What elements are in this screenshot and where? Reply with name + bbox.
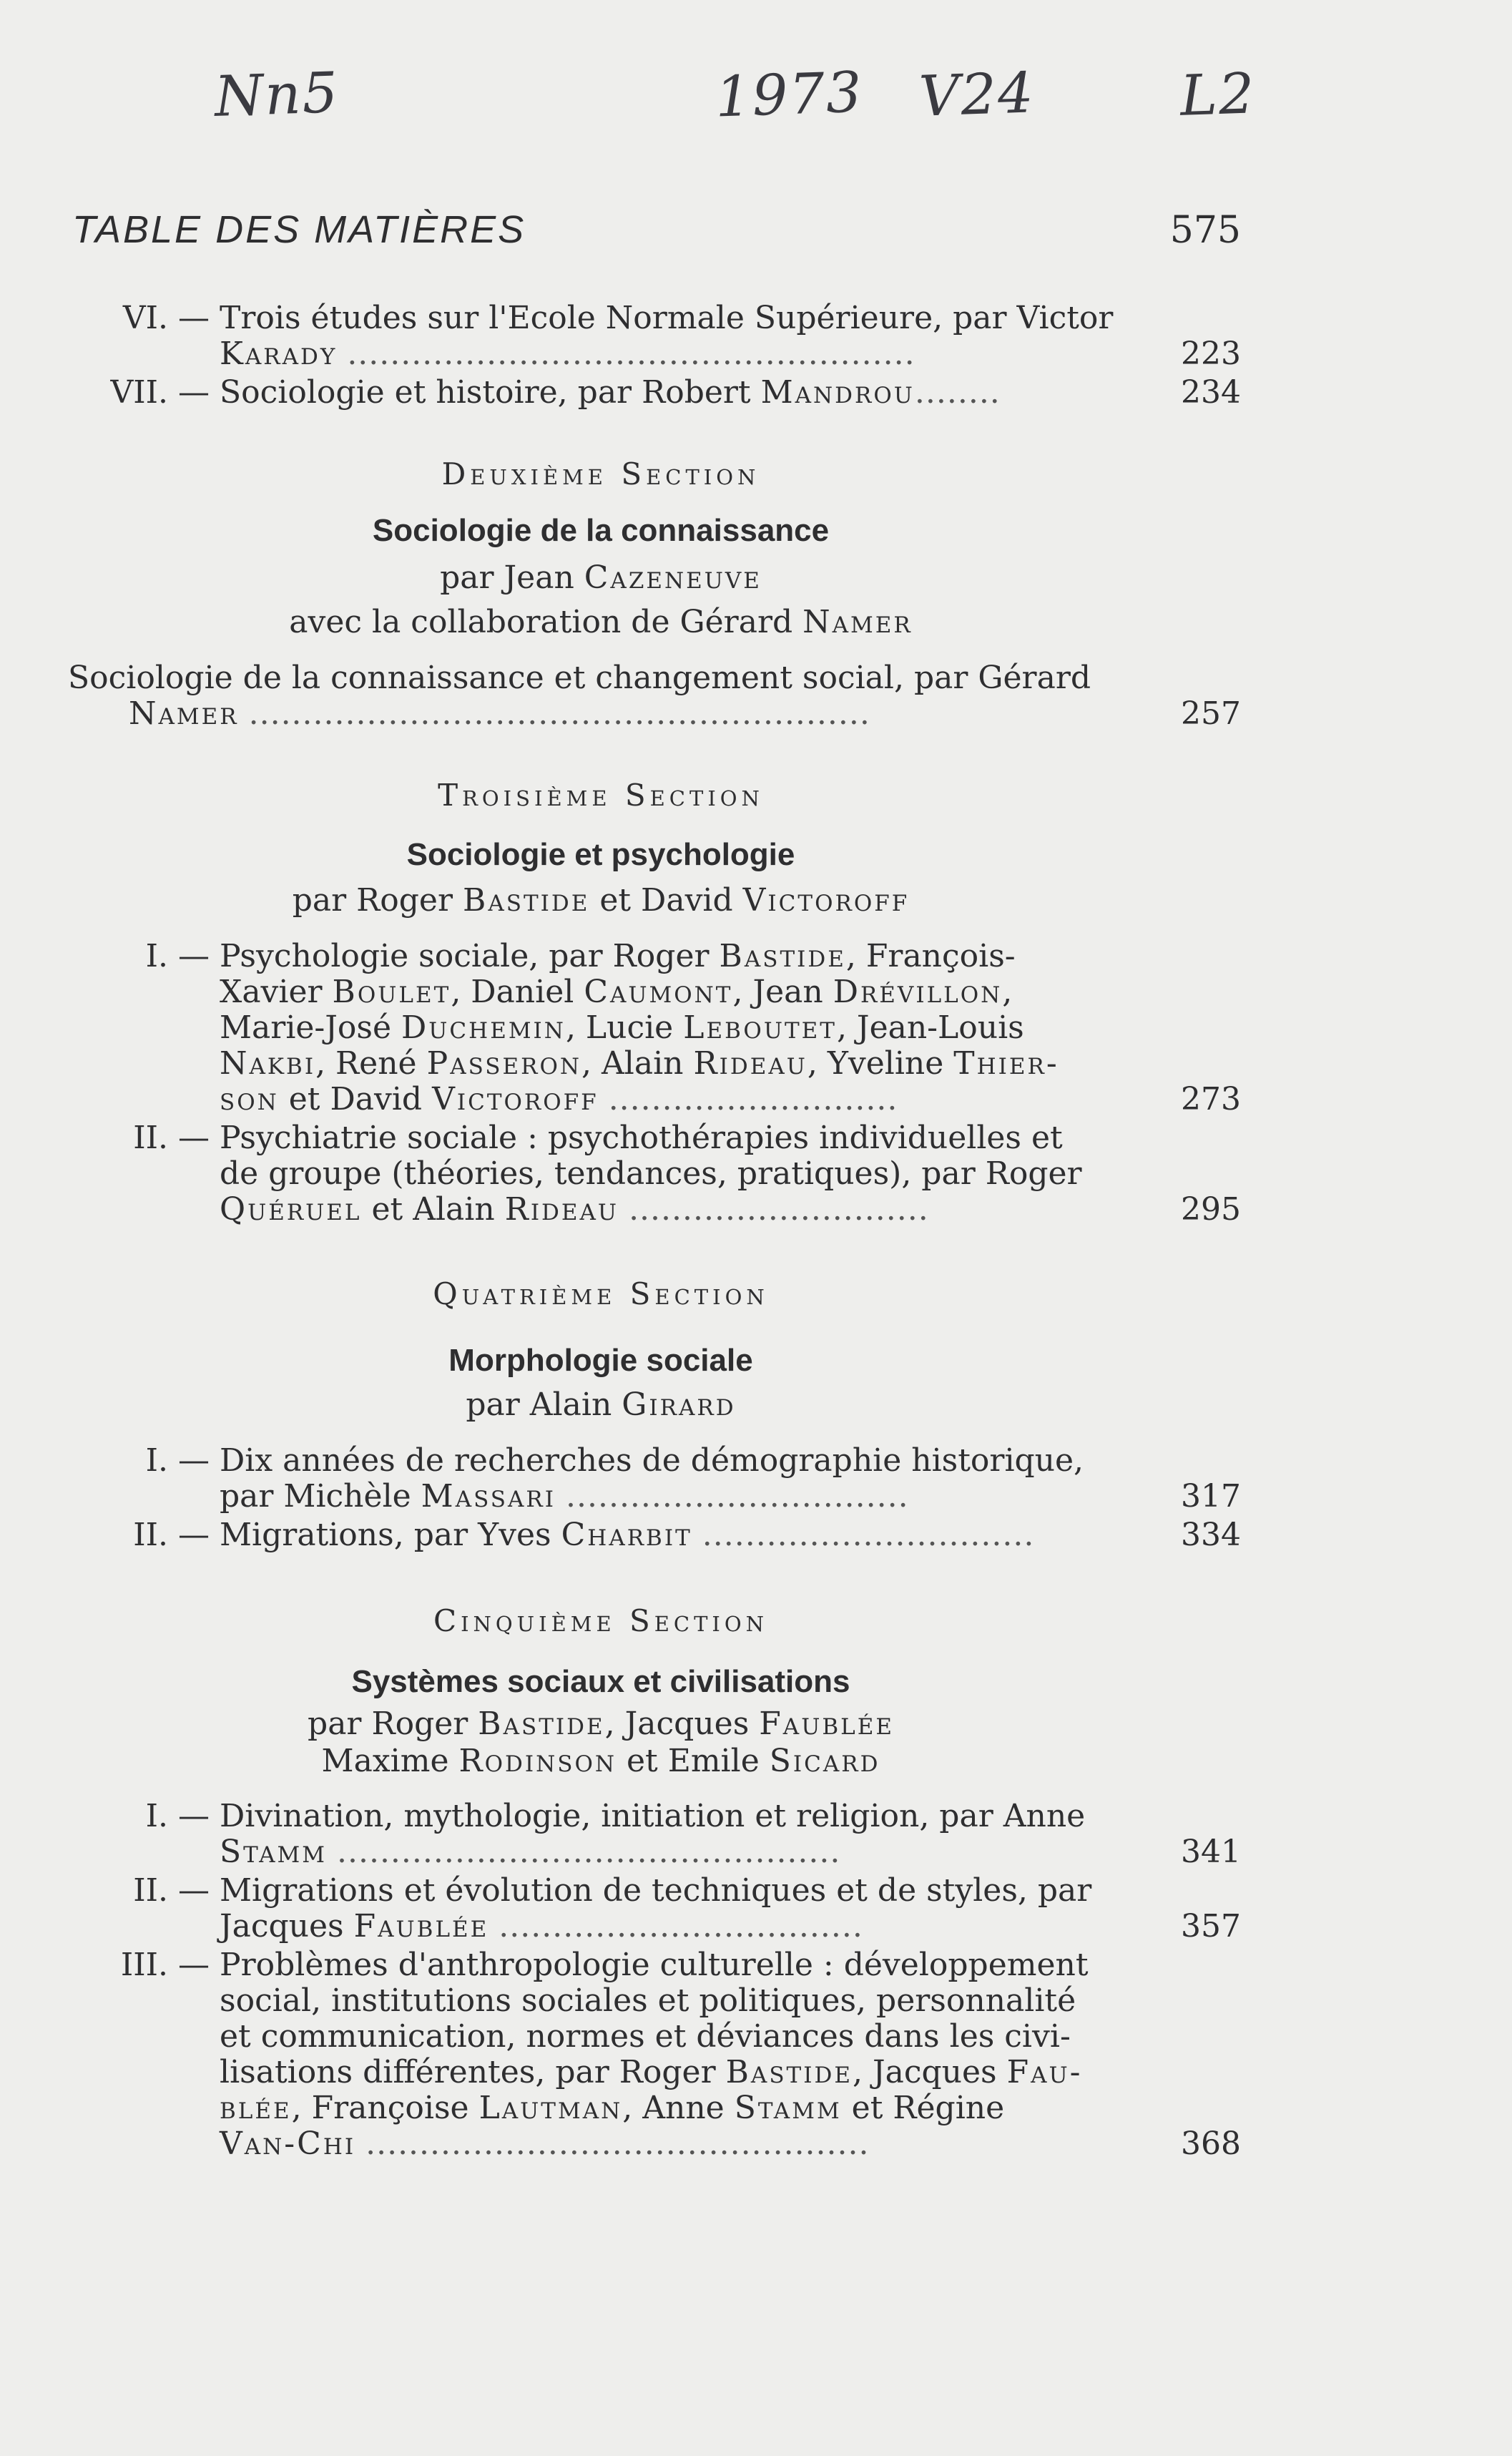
handwritten-note-2: 1973	[714, 60, 865, 130]
section-heading: Troisième Section	[438, 778, 764, 813]
entry-page: 257	[1181, 695, 1241, 732]
toc-entry	[68, 300, 1241, 372]
entry-number: VI. —	[122, 300, 210, 336]
section-title: Sociologie de la connaissance	[372, 513, 830, 548]
entry-text: Migrations, par Yves Charbit ...............................	[220, 1517, 1035, 1553]
entry-number: I. —	[145, 1798, 210, 1834]
entry-text: Psychiatrie sociale : psychothérapies individuelles et de groupe (théories, tendances, pratiques), par Roger Quéruel et Alain Rideau ............................	[220, 1120, 1082, 1228]
entry-page: 223	[1181, 336, 1241, 372]
section-title: Sociologie et psychologie	[406, 837, 795, 872]
entry-page: 341	[1181, 1834, 1241, 1870]
section-authors: par Roger Bastide, Jacques Faublée Maxime Rodinson et Emile Sicard	[308, 1706, 894, 1779]
toc-entry	[68, 1443, 1241, 1515]
entry-text: Trois études sur l'Ecole Normale Supérieure, par Victor Karady .....................................................	[220, 300, 1114, 372]
handwritten-note-4: L2	[1179, 62, 1257, 129]
page-header	[68, 207, 1241, 272]
entry-number: I. —	[145, 1442, 210, 1479]
section-title: Systèmes sociaux et civilisations	[351, 1664, 850, 1699]
section-heading: Quatrième Section	[433, 1276, 769, 1311]
entry-page: 317	[1181, 1478, 1241, 1515]
entry-page: 234	[1181, 374, 1241, 411]
handwritten-note-3: V24	[918, 61, 1036, 129]
entry-text: Psychologie sociale, par Roger Bastide, François- Xavier Boulet, Daniel Caumont, Jean Drévillon, Marie-José Duchemin, Lucie Leboutet, Jean-Louis Nakbi, René Passeron, Alain Rideau, Yveline Thier- son et David Victoroff ...........................	[220, 938, 1059, 1117]
entry-number: I. —	[145, 938, 210, 974]
toc-entry	[68, 1947, 1241, 2162]
toc-entry	[68, 1799, 1241, 1870]
handwritten-note-1: Nn5	[213, 60, 340, 130]
entry-text: Sociologie de la connaissance et changement social, par Gérard Namer ..........................................................	[68, 660, 1091, 732]
entry-text: Sociologie et histoire, par Robert Mandrou........	[220, 374, 1001, 411]
section-authors: par Alain Girard	[466, 1386, 736, 1423]
entry-text: Problèmes d'anthropologie culturelle : développement social, institutions sociales et politiques, personnalité et communication, normes et déviances dans les civi- lisations différentes, par Roger Bastide, Jacques Fau- blée, Françoise Lautman, Anne Stamm et Régine Van-Chi ...............................................	[220, 1947, 1089, 2162]
page-number: 575	[1169, 209, 1241, 252]
entry-page: 357	[1181, 1908, 1241, 1944]
entry-number: II. —	[133, 1120, 210, 1156]
table-of-contents	[68, 207, 1241, 2165]
section-heading: Deuxième Section	[441, 456, 760, 491]
entry-text: Migrations et évolution de techniques et de styles, par Jacques Faublée ..................................	[220, 1872, 1092, 1944]
section-heading: Cinquième Section	[433, 1603, 769, 1638]
toc-entry	[68, 1517, 1241, 1553]
toc-entry	[68, 1873, 1241, 1944]
entry-page: 295	[1181, 1191, 1241, 1228]
section-authors: par Jean Cazeneuve avec la collaboration de Gérard Namer	[289, 559, 913, 640]
toc-entry	[68, 1120, 1241, 1228]
toc-entry	[68, 375, 1241, 411]
entry-text: Dix années de recherches de démographie historique, par Michèle Massari ................................	[220, 1442, 1084, 1515]
entry-number: II. —	[133, 1517, 210, 1553]
entry-number: II. —	[133, 1872, 210, 1909]
entry-number: VII. —	[110, 374, 210, 411]
entry-text: Divination, mythologie, initiation et religion, par Anne Stamm ...............................................	[220, 1798, 1086, 1870]
entry-number: III. —	[120, 1947, 210, 1983]
section-title: Morphologie sociale	[448, 1343, 753, 1378]
entry-page: 273	[1181, 1081, 1241, 1117]
entry-page: 368	[1181, 2125, 1241, 2162]
section-authors: par Roger Bastide et David Victoroff	[292, 882, 910, 919]
page-title: TABLE DES MATIÈRES	[72, 208, 526, 251]
toc-entry	[68, 660, 1241, 732]
entry-page: 334	[1181, 1517, 1241, 1553]
toc-entry	[68, 939, 1241, 1117]
